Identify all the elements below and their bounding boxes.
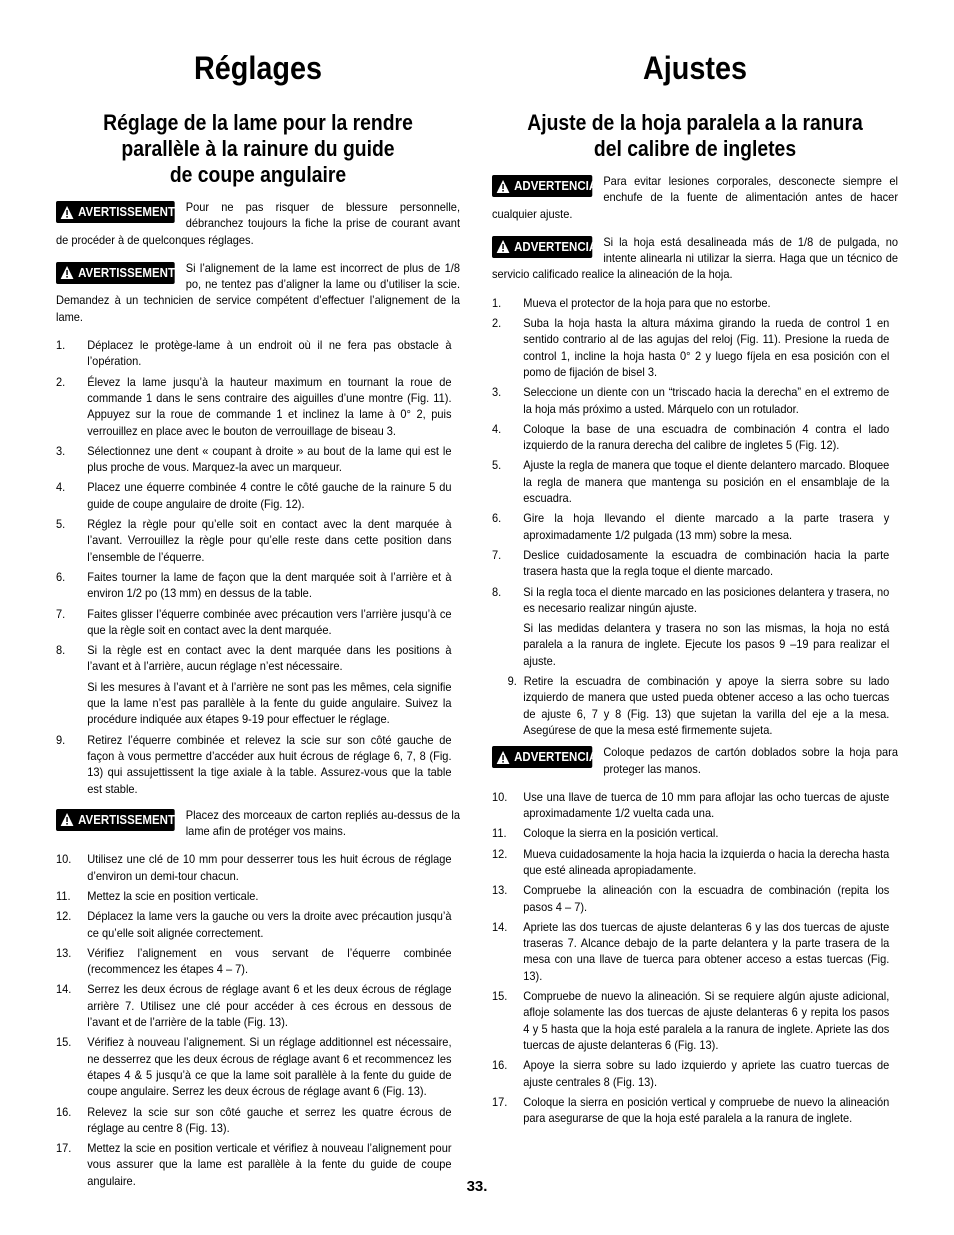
step-number: 15. <box>56 1035 72 1050</box>
step-text: Retirez l’équerre combinée et relevez la scie sur son côté gauche de façon à vous permettre d’accéder aux huit écrous de réglage 6, 7, 8 (Fig. 13) qui assujettissent la tige axiale à la table. Assurez-vous que la table est stable. <box>87 732 452 796</box>
list-item <box>492 584 889 669</box>
warning-text: Si l’alignement de la lame est incorrect de plus de 1/8 po, ne tentez pas d’aligner la lame ou d’utiliser la scie. Demandez à un technicien de service compétent d’effectuer l’alignement de la lame. <box>56 260 461 324</box>
list-item <box>56 337 452 370</box>
step-number: 8. <box>56 643 66 658</box>
step-number: 10. <box>56 852 72 867</box>
step-number: 17. <box>56 1141 72 1156</box>
list-item <box>56 908 452 941</box>
step-text: Vérifiez à nouveau l’alignement. Si un réglage additionnel est nécessaire, ne desserrez que les deux écrous de réglage avant 6 et recommencez les étapes 4 & 5 jusqu’à ce que la lame soit parallèle à la fente du guide de coupe angulaire. Serrez les deux écrous de réglage avant 6 (Fig. 13). <box>87 1035 452 1099</box>
list-item <box>56 851 452 884</box>
page-title-spanish: Ajustes <box>642 50 748 86</box>
warning-triangle-icon <box>497 180 510 193</box>
list-item <box>492 510 889 543</box>
warning-block <box>56 260 460 325</box>
list-item <box>56 888 452 904</box>
list-item <box>492 789 889 822</box>
step-number: 14. <box>492 919 508 934</box>
step-text: Mueva cuidadosamente la hoja hacia la izquierda o hacia la derecha hasta que esté alineada apropiadamente. <box>523 846 890 877</box>
list-item <box>492 919 889 984</box>
step-text: Réglez la règle pour qu’elle soit en contact avec la dent marquée à l’avant. Verrouillez la règle pour qu’elle reste dans cette position dans l’ensemble de l’équerre. <box>87 517 452 564</box>
warning-badge-label: AVERTISSEMENT <box>78 265 175 280</box>
list-item <box>56 732 452 797</box>
step-number: 1. <box>492 295 502 310</box>
step-number: 9. <box>507 674 517 689</box>
step-text: Sélectionnez une dent « coupant à droite » au bout de la lame qui est le plus proche de vous. Marquez-la avec un marqueur. <box>87 443 452 475</box>
list-item <box>492 457 889 506</box>
list-item <box>56 443 452 476</box>
step-text: Faites tourner la lame de façon que la dent marquée soit à l’arrière et à environ 1/2 po (13 mm) en dessus de la table. <box>87 569 452 601</box>
step-number: 1. <box>56 338 66 353</box>
steps-list <box>492 295 898 738</box>
step-text: Vérifiez l’alignement en vous servant de l’équerre combinée (recommencez les étapes 4 – 7). <box>87 945 452 977</box>
step-text: Placez une équerre combinée 4 contre le côté gauche de la rainure 5 du guide de coupe angulaire de droite (Fig. 12). <box>87 480 452 511</box>
warning-block <box>56 199 460 248</box>
step-number: 12. <box>492 846 508 861</box>
step-text: Coloque la base de una escuadra de combinación 4 contra el lado izquierdo de la ranura derecha del calibre de ingletes 5 (Fig. 12). <box>523 421 890 453</box>
step-number: 11. <box>492 826 507 841</box>
step-number: 3. <box>492 385 502 400</box>
warning-block <box>492 173 898 222</box>
heading-line: Ajuste de la hoja paralela a la ranura <box>527 110 863 135</box>
steps-list <box>56 337 460 797</box>
step-text: Coloque la sierra en posición vertical y compruebe de nuevo la alineación para asegurarse de que la hoja esté paralela a la ranura de inglete. <box>523 1094 890 1126</box>
page-number: 33. <box>466 1178 488 1195</box>
step-text: Serrez les deux écrous de réglage avant 6 et les deux écrous de réglage arrière 7. Utilisez une clé pour accéder à ces écrous en dessous de l’avant et de l’arrière de la table (Fig. 13). <box>87 982 452 1030</box>
step-number: 10. <box>492 789 508 804</box>
step-number: 12. <box>56 909 72 924</box>
step-number: 5. <box>56 517 66 532</box>
warning-badge-label: ADVERTENCIA <box>514 239 598 254</box>
step-text: Si la règle est en contact avec la dent marquée dans les positions à l’avant et à l’arrière, aucun réglage n’est nécessaire. <box>87 643 452 674</box>
warning-text: Coloque pedazos de cartón doblados sobre la hoja para proteger las manos. <box>603 745 899 776</box>
heading-line: del calibre de ingletes <box>593 136 797 161</box>
list-item <box>56 1034 452 1099</box>
list-item <box>492 882 889 915</box>
step-number: 7. <box>56 606 66 621</box>
list-item <box>56 516 452 565</box>
heading-line: parallèle à la rainure du guide <box>121 136 395 161</box>
warning-badge-label: AVERTISSEMENT <box>78 205 175 219</box>
list-item <box>56 945 452 978</box>
list-item <box>492 673 889 738</box>
list-item <box>56 479 452 512</box>
list-item <box>492 384 889 417</box>
warning-text: Placez des morceaux de carton repliés au-dessus de la lame afin de protéger vos mains. <box>185 807 461 839</box>
section-heading-spanish <box>505 110 885 162</box>
step-text: Élevez la lame jusqu’à la hauteur maximum en tournant la roue de commande 1 dans le sens contraire des aiguilles d’une montre (Fig. 11). Appuyez sur la roue de commande 1 et inclinez la lame à 0° 2, puis verrouillez en place avec le bouton de verrouillage de biseau 3. <box>87 374 452 438</box>
list-item <box>492 988 889 1053</box>
step-number: 14. <box>56 982 72 997</box>
step-text: Retire la escuadra de combinación y apoye la sierra sobre su lado izquierdo de manera que usted pueda obtener acceso a las ocho tuercas de ajuste 6, 7 y 8 (Fig. 13) que sujetan la varilla del eje a la mesa. Asegúrese de que la mesa esté firmemente sujeta. <box>523 674 890 737</box>
step-text: Mueva el protector de la hoja para que no estorbe. <box>523 295 771 310</box>
step-number: 4. <box>56 480 66 495</box>
step-number: 5. <box>492 458 502 473</box>
list-item <box>56 1104 452 1137</box>
step-number: 15. <box>492 989 508 1004</box>
warning-triangle-icon <box>497 751 510 764</box>
step-number: 6. <box>492 511 502 526</box>
list-item <box>56 981 452 1030</box>
heading-line: Réglage de la lame pour la rendre <box>103 110 413 135</box>
step-text: Seleccione un diente con un “triscado hacia la derecha” en el extremo de la hoja más próximo a usted. Márquelo con un rotulador. <box>523 385 890 416</box>
warning-text: Para evitar lesiones corporales, desconecte siempre el enchufe de la fuente de alimentación antes de hacer cualquier ajuste. <box>492 174 899 221</box>
warning-triangle-icon <box>61 813 74 826</box>
list-item <box>492 1094 889 1127</box>
list-item <box>56 606 452 639</box>
list-item <box>56 569 452 602</box>
step-number: 16. <box>56 1104 72 1119</box>
warning-badge <box>56 201 175 223</box>
step-text: Mettez la scie en position verticale et vérifiez à nouveau l’alignement pour vous assurer que la lame est parallèle à la fente du guide de coupe angulaire. <box>87 1141 452 1188</box>
warning-triangle-icon <box>61 206 74 219</box>
warning-block <box>492 744 898 777</box>
step-note: Si les mesures à l’avant et à l’arrière ne sont pas les mêmes, cela signifie que la lame n’est pas parallèle à la fente du guide angulaire. Suivez la procédure indiquée aux étapes 9-19 pour effectuer le réglage. <box>87 679 452 727</box>
warning-triangle-icon <box>497 240 510 253</box>
step-text: Gire la hoja llevando el diente marcado a la parte trasera y aproximadamente 1/2 pulgada (13 mm) sobre la mesa. <box>523 511 890 542</box>
step-text: Si la regla toca el diente marcado en las posiciones delantera y trasera, no es necesario realizar ningún ajuste. <box>523 584 890 615</box>
warning-badge <box>492 236 598 258</box>
french-body <box>56 199 460 1193</box>
heading-line: de coupe angulaire <box>169 162 347 187</box>
step-text: Compruebe la alineación con la escuadra de combinación (repita los pasos 4 – 7). <box>523 883 890 914</box>
step-text: Faites glisser l’équerre combinée avec précaution vers l’arrière jusqu’à ce que la règle soit en contact avec la dent marquée. <box>87 606 452 637</box>
step-number: 13. <box>492 883 508 898</box>
list-item <box>492 421 889 454</box>
step-text: Utilisez une clé de 10 mm pour desserrer tous les huit écrous de réglage d’environ un demi-tour chacun. <box>87 852 452 883</box>
warning-badge <box>56 262 175 284</box>
step-text: Suba la hoja hasta la altura máxima girando la rueda de control 1 en sentido contrario al de las agujas del reloj (Fig. 11). Presione la rueda de control 1, incline la hoja hasta 0° 2 y luego fíjela en esa posición con el pomo de fijación de bisel 3. <box>523 316 890 379</box>
step-text: Ajuste la regla de manera que toque el diente delantero marcado. Bloquee la regla de manera que mantenga su posición en el ensamblaje de la escuadra. <box>523 458 890 506</box>
step-text: Déplacez la lame vers la gauche ou vers la droite avec précaution jusqu’à ce qu’elle soit alignée correctement. <box>87 909 452 940</box>
warning-badge <box>492 746 598 768</box>
step-number: 3. <box>56 443 66 458</box>
warning-triangle-icon <box>61 266 74 279</box>
steps-list <box>56 851 460 1189</box>
list-item <box>492 825 889 841</box>
warning-text: Pour ne pas risquer de blessure personnelle, débranchez toujours la fiche la prise de courant avant de procéder à de quelconques réglages. <box>56 200 461 247</box>
warning-block <box>56 807 460 840</box>
step-text: Compruebe de nuevo la alineación. Si se requiere algún ajuste adicional, afloje solamente las dos tuercas de ajuste delanteras 6 y repita los pasos 4 y 5 hasta que la hoja esté paralela a la ranura de inglete. Apriete las dos tuercas de ajuste delanteras 6 (Fig. 13). <box>523 989 890 1052</box>
warning-badge-label: ADVERTENCIA <box>514 750 598 765</box>
step-text: Coloque la sierra en la posición vertical. <box>523 826 719 841</box>
step-number: 11. <box>56 888 71 903</box>
page-title-french: Réglages <box>193 50 323 86</box>
warning-block <box>492 234 898 283</box>
warning-text: Si la hoja está desalineada más de 1/8 de pulgada, no intente alinearla ni utilizar la sierra. Haga que un técnico de servicio calificado realice la alineación de la hoja. <box>492 234 899 282</box>
step-number: 8. <box>492 584 502 599</box>
step-text: Apoye la sierra sobre su lado izquierdo y apriete las cuatro tuercas de ajuste centrales 8 (Fig. 13). <box>523 1058 890 1089</box>
warning-badge-label: ADVERTENCIA <box>514 179 598 193</box>
list-item <box>492 846 889 879</box>
warning-badge <box>56 809 175 831</box>
step-text: Apriete las dos tuercas de ajuste delanteras 6 y las dos tuercas de ajuste traseras 7. Alcance debajo de la parte delantera y la parte trasera de la mesa con una llave de tuerca para obtener acceso a estas tuercas (Fig. 13). <box>523 919 890 983</box>
warning-badge <box>492 175 598 197</box>
step-text: Deslice cuidadosamente la escuadra de combinación hacia la parte trasera hasta que la regla toque el diente marcado. <box>523 547 890 579</box>
list-item <box>56 374 452 439</box>
section-heading-french <box>69 110 447 188</box>
step-number: 2. <box>492 316 502 331</box>
step-note: Si las medidas delantera y trasera no son las mismas, la hoja no está paralela a la ranura de inglete. Ejecute los pasos 9 –19 para realizar el ajuste. <box>523 621 890 668</box>
list-item <box>56 642 452 727</box>
step-number: 17. <box>492 1094 508 1109</box>
step-number: 6. <box>56 569 66 584</box>
step-number: 7. <box>492 547 502 562</box>
step-number: 2. <box>56 374 66 389</box>
step-text: Mettez la scie en position verticale. <box>87 888 259 903</box>
step-text: Relevez la scie sur son côté gauche et serrez les quatre écrous de réglage au centre 8 (Fig. 13). <box>87 1104 452 1135</box>
spanish-body <box>492 173 898 1130</box>
list-item <box>492 295 889 311</box>
step-text: Use una llave de tuerca de 10 mm para aflojar las ocho tuercas de ajuste aproximadamente 1/2 vuelta cada una. <box>523 789 890 821</box>
warning-badge-label: AVERTISSEMENT <box>78 812 175 827</box>
list-item <box>492 315 889 380</box>
step-text: Déplacez le protège-lame à un endroit où il ne fera pas obstacle à l’opération. <box>87 338 452 369</box>
step-number: 9. <box>56 732 66 747</box>
list-item <box>492 1057 889 1090</box>
steps-list <box>492 789 898 1127</box>
list-item <box>492 547 889 580</box>
step-number: 4. <box>492 421 502 436</box>
step-number: 13. <box>56 945 72 960</box>
step-number: 16. <box>492 1058 508 1073</box>
